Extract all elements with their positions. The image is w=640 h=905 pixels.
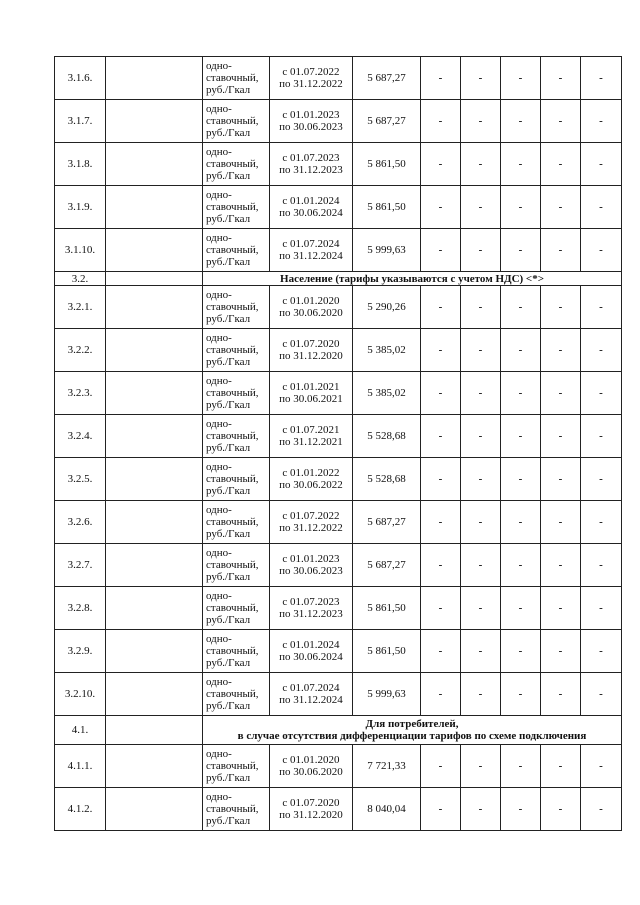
dash-cell: -	[541, 788, 581, 831]
validity-period: с 01.01.2023 по 30.06.2023	[270, 100, 353, 143]
dash-cell: -	[541, 372, 581, 415]
tariff-unit: одно- ставочный, руб./Гкал	[203, 329, 270, 372]
tariff-unit: одно- ставочный, руб./Гкал	[203, 100, 270, 143]
dash-cell: -	[461, 673, 501, 716]
dash-cell: -	[541, 745, 581, 788]
tariff-unit: одно- ставочный, руб./Гкал	[203, 57, 270, 100]
validity-period: с 01.07.2020 по 31.12.2020	[270, 329, 353, 372]
dash-cell: -	[581, 57, 622, 100]
table-row	[55, 229, 622, 272]
tariff-value: 7 721,33	[353, 745, 421, 788]
dash-cell: -	[461, 587, 501, 630]
tariff-unit: одно- ставочный, руб./Гкал	[203, 673, 270, 716]
dash-cell: -	[581, 143, 622, 186]
dash-cell: -	[541, 544, 581, 587]
dash-cell: -	[421, 372, 461, 415]
dash-cell: -	[501, 286, 541, 329]
validity-period: с 01.01.2024 по 30.06.2024	[270, 630, 353, 673]
table-row	[55, 286, 622, 329]
validity-period: с 01.07.2023 по 31.12.2023	[270, 143, 353, 186]
table-row	[55, 673, 622, 716]
dash-cell: -	[581, 286, 622, 329]
empty-cell	[106, 329, 203, 372]
dash-cell: -	[421, 286, 461, 329]
table-row	[55, 57, 622, 100]
tariff-value: 5 861,50	[353, 143, 421, 186]
empty-cell	[106, 415, 203, 458]
dash-cell: -	[541, 501, 581, 544]
dash-cell: -	[461, 544, 501, 587]
tariff-value: 5 687,27	[353, 544, 421, 587]
validity-period: с 01.07.2021 по 31.12.2021	[270, 415, 353, 458]
empty-cell	[106, 143, 203, 186]
dash-cell: -	[461, 458, 501, 501]
tariff-value: 5 999,63	[353, 673, 421, 716]
dash-cell: -	[581, 587, 622, 630]
empty-cell	[106, 587, 203, 630]
tariff-unit: одно- ставочный, руб./Гкал	[203, 458, 270, 501]
tariff-unit: одно- ставочный, руб./Гкал	[203, 372, 270, 415]
group-number: 4.1.	[55, 716, 106, 745]
dash-cell: -	[421, 143, 461, 186]
dash-cell: -	[501, 673, 541, 716]
dash-cell: -	[461, 229, 501, 272]
row-number: 3.2.1.	[55, 286, 106, 329]
dash-cell: -	[501, 745, 541, 788]
tariff-value: 5 290,26	[353, 286, 421, 329]
tariff-value: 8 040,04	[353, 788, 421, 831]
dash-cell: -	[581, 544, 622, 587]
tariff-value: 5 385,02	[353, 372, 421, 415]
table-row	[55, 630, 622, 673]
row-number: 4.1.1.	[55, 745, 106, 788]
dash-cell: -	[461, 501, 501, 544]
dash-cell: -	[421, 587, 461, 630]
tariff-value: 5 528,68	[353, 415, 421, 458]
table-row	[55, 501, 622, 544]
dash-cell: -	[541, 587, 581, 630]
validity-period: с 01.07.2023 по 31.12.2023	[270, 587, 353, 630]
dash-cell: -	[421, 57, 461, 100]
empty-cell	[106, 630, 203, 673]
dash-cell: -	[501, 186, 541, 229]
row-number: 3.2.3.	[55, 372, 106, 415]
tariff-value: 5 687,27	[353, 100, 421, 143]
empty-cell	[106, 272, 203, 286]
dash-cell: -	[421, 229, 461, 272]
table-row	[55, 788, 622, 831]
empty-cell	[106, 673, 203, 716]
validity-period: с 01.01.2024 по 30.06.2024	[270, 186, 353, 229]
row-number: 3.1.7.	[55, 100, 106, 143]
dash-cell: -	[541, 286, 581, 329]
row-number: 3.1.8.	[55, 143, 106, 186]
dash-cell: -	[461, 630, 501, 673]
dash-cell: -	[501, 544, 541, 587]
tariff-value: 5 861,50	[353, 587, 421, 630]
tariff-unit: одно- ставочный, руб./Гкал	[203, 544, 270, 587]
validity-period: с 01.01.2023 по 30.06.2023	[270, 544, 353, 587]
dash-cell: -	[581, 100, 622, 143]
row-number: 3.2.6.	[55, 501, 106, 544]
validity-period: с 01.01.2021 по 30.06.2021	[270, 372, 353, 415]
dash-cell: -	[461, 286, 501, 329]
dash-cell: -	[421, 745, 461, 788]
empty-cell	[106, 458, 203, 501]
row-number: 3.1.9.	[55, 186, 106, 229]
dash-cell: -	[501, 587, 541, 630]
dash-cell: -	[581, 329, 622, 372]
row-number: 3.2.4.	[55, 415, 106, 458]
table-row	[55, 745, 622, 788]
dash-cell: -	[421, 415, 461, 458]
empty-cell	[106, 544, 203, 587]
tariff-value: 5 687,27	[353, 57, 421, 100]
dash-cell: -	[501, 415, 541, 458]
dash-cell: -	[421, 630, 461, 673]
dash-cell: -	[501, 630, 541, 673]
tariff-value: 5 861,50	[353, 186, 421, 229]
dash-cell: -	[461, 143, 501, 186]
table-row	[55, 544, 622, 587]
empty-cell	[106, 186, 203, 229]
table-row	[55, 415, 622, 458]
row-number: 3.2.7.	[55, 544, 106, 587]
empty-cell	[106, 286, 203, 329]
dash-cell: -	[501, 57, 541, 100]
dash-cell: -	[461, 186, 501, 229]
empty-cell	[106, 501, 203, 544]
tariff-value: 5 385,02	[353, 329, 421, 372]
dash-cell: -	[421, 788, 461, 831]
dash-cell: -	[461, 415, 501, 458]
section-number: 3.2.	[55, 272, 106, 286]
tariff-unit: одно- ставочный, руб./Гкал	[203, 143, 270, 186]
empty-cell	[106, 788, 203, 831]
dash-cell: -	[421, 544, 461, 587]
table-row	[55, 186, 622, 229]
empty-cell	[106, 100, 203, 143]
dash-cell: -	[501, 229, 541, 272]
row-number: 3.2.5.	[55, 458, 106, 501]
dash-cell: -	[501, 143, 541, 186]
tariff-unit: одно- ставочный, руб./Гкал	[203, 229, 270, 272]
dash-cell: -	[461, 100, 501, 143]
row-number: 3.2.10.	[55, 673, 106, 716]
validity-period: с 01.01.2022 по 30.06.2022	[270, 458, 353, 501]
dash-cell: -	[541, 630, 581, 673]
row-number: 3.2.2.	[55, 329, 106, 372]
dash-cell: -	[501, 788, 541, 831]
dash-cell: -	[581, 630, 622, 673]
dash-cell: -	[501, 501, 541, 544]
dash-cell: -	[581, 501, 622, 544]
tariff-value: 5 999,63	[353, 229, 421, 272]
table-row	[55, 143, 622, 186]
dash-cell: -	[581, 788, 622, 831]
dash-cell: -	[421, 100, 461, 143]
dash-cell: -	[541, 329, 581, 372]
tariff-value: 5 861,50	[353, 630, 421, 673]
validity-period: с 01.01.2020 по 30.06.2020	[270, 745, 353, 788]
validity-period: с 01.07.2022 по 31.12.2022	[270, 57, 353, 100]
tariff-value: 5 687,27	[353, 501, 421, 544]
tariff-unit: одно- ставочный, руб./Гкал	[203, 788, 270, 831]
dash-cell: -	[541, 57, 581, 100]
empty-cell	[106, 229, 203, 272]
validity-period: с 01.07.2024 по 31.12.2024	[270, 673, 353, 716]
tariff-value: 5 528,68	[353, 458, 421, 501]
tariff-unit: одно- ставочный, руб./Гкал	[203, 186, 270, 229]
dash-cell: -	[461, 57, 501, 100]
dash-cell: -	[541, 229, 581, 272]
dash-cell: -	[421, 186, 461, 229]
dash-cell: -	[501, 372, 541, 415]
table-row	[55, 329, 622, 372]
dash-cell: -	[501, 100, 541, 143]
dash-cell: -	[421, 673, 461, 716]
validity-period: с 01.07.2024 по 31.12.2024	[270, 229, 353, 272]
table-row	[55, 100, 622, 143]
section-row	[55, 272, 622, 286]
dash-cell: -	[501, 329, 541, 372]
dash-cell: -	[421, 329, 461, 372]
dash-cell: -	[461, 372, 501, 415]
table-body	[55, 57, 622, 831]
dash-cell: -	[461, 788, 501, 831]
validity-period: с 01.07.2022 по 31.12.2022	[270, 501, 353, 544]
tariff-unit: одно- ставочный, руб./Гкал	[203, 415, 270, 458]
dash-cell: -	[541, 186, 581, 229]
row-number: 3.1.6.	[55, 57, 106, 100]
empty-cell	[106, 745, 203, 788]
dash-cell: -	[421, 458, 461, 501]
row-number: 3.2.9.	[55, 630, 106, 673]
dash-cell: -	[541, 458, 581, 501]
validity-period: с 01.01.2020 по 30.06.2020	[270, 286, 353, 329]
tariff-unit: одно- ставочный, руб./Гкал	[203, 745, 270, 788]
section-title: Население (тарифы указываются с учетом НДС) <*>	[203, 272, 622, 286]
dash-cell: -	[461, 329, 501, 372]
dash-cell: -	[421, 501, 461, 544]
group-title: Для потребителей, в случае отсутствия дифференциации тарифов по схеме подключения	[203, 716, 622, 745]
dash-cell: -	[501, 458, 541, 501]
dash-cell: -	[581, 745, 622, 788]
empty-cell	[106, 57, 203, 100]
row-number: 3.2.8.	[55, 587, 106, 630]
tariff-unit: одно- ставочный, руб./Гкал	[203, 286, 270, 329]
table-row	[55, 587, 622, 630]
dash-cell: -	[581, 372, 622, 415]
empty-cell	[106, 372, 203, 415]
dash-cell: -	[541, 415, 581, 458]
tariff-unit: одно- ставочный, руб./Гкал	[203, 630, 270, 673]
tariff-table	[54, 56, 622, 831]
dash-cell: -	[541, 100, 581, 143]
tariff-unit: одно- ставочный, руб./Гкал	[203, 587, 270, 630]
row-number: 3.1.10.	[55, 229, 106, 272]
table-row	[55, 372, 622, 415]
dash-cell: -	[541, 673, 581, 716]
table-row	[55, 458, 622, 501]
dash-cell: -	[581, 186, 622, 229]
dash-cell: -	[581, 458, 622, 501]
row-number: 4.1.2.	[55, 788, 106, 831]
dash-cell: -	[541, 143, 581, 186]
empty-cell	[106, 716, 203, 745]
group-header-row	[55, 716, 622, 745]
dash-cell: -	[581, 673, 622, 716]
dash-cell: -	[581, 229, 622, 272]
dash-cell: -	[461, 745, 501, 788]
tariff-unit: одно- ставочный, руб./Гкал	[203, 501, 270, 544]
dash-cell: -	[581, 415, 622, 458]
validity-period: с 01.07.2020 по 31.12.2020	[270, 788, 353, 831]
